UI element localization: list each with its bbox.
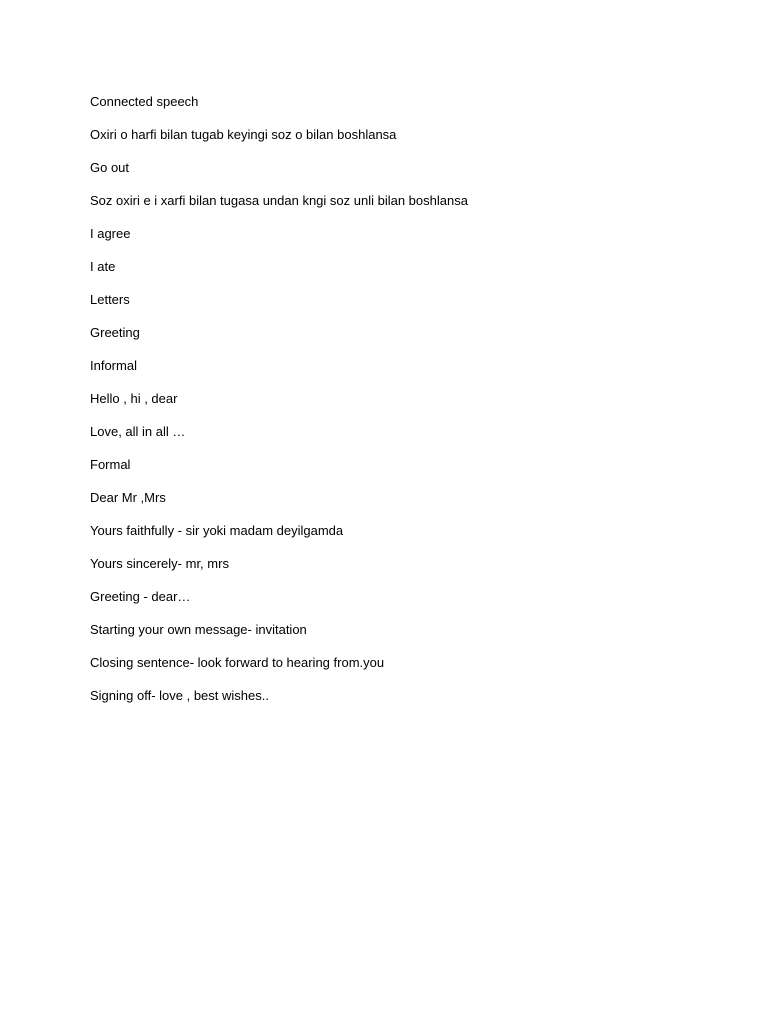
paragraph-oxiri-o-harfi: Oxiri o harfi bilan tugab keyingi soz o bilan boshlansa	[90, 127, 397, 142]
paragraph-yours-sincerely: Yours sincerely- mr, mrs	[90, 556, 229, 571]
document-body	[90, 94, 690, 721]
paragraph-i-ate: I ate	[90, 259, 116, 274]
paragraph-signing-off: Signing off- love , best wishes..	[90, 688, 269, 703]
paragraph-connected-speech: Connected speech	[90, 94, 199, 109]
paragraph-dear-mr-mrs: Dear Mr ,Mrs	[90, 490, 166, 505]
paragraph-soz-oxiri: Soz oxiri e i xarfi bilan tugasa undan kngi soz unli bilan boshlansa	[90, 193, 468, 208]
paragraph-i-agree: I agree	[90, 226, 131, 241]
paragraph-informal: Informal	[90, 358, 137, 373]
paragraph-greeting: Greeting	[90, 325, 140, 340]
paragraph-hello-hi-dear: Hello , hi , dear	[90, 391, 178, 406]
paragraph-love-all-in-all: Love, all in all …	[90, 424, 186, 439]
paragraph-starting-message: Starting your own message- invitation	[90, 622, 307, 637]
paragraph-greeting-dear: Greeting - dear…	[90, 589, 191, 604]
paragraph-go-out: Go out	[90, 160, 130, 175]
paragraph-closing-sentence: Closing sentence- look forward to hearing from.you	[90, 655, 385, 670]
paragraph-letters: Letters	[90, 292, 130, 307]
paragraph-formal: Formal	[90, 457, 131, 472]
paragraph-yours-faithfully: Yours faithfully - sir yoki madam deyilgamda	[90, 523, 344, 538]
